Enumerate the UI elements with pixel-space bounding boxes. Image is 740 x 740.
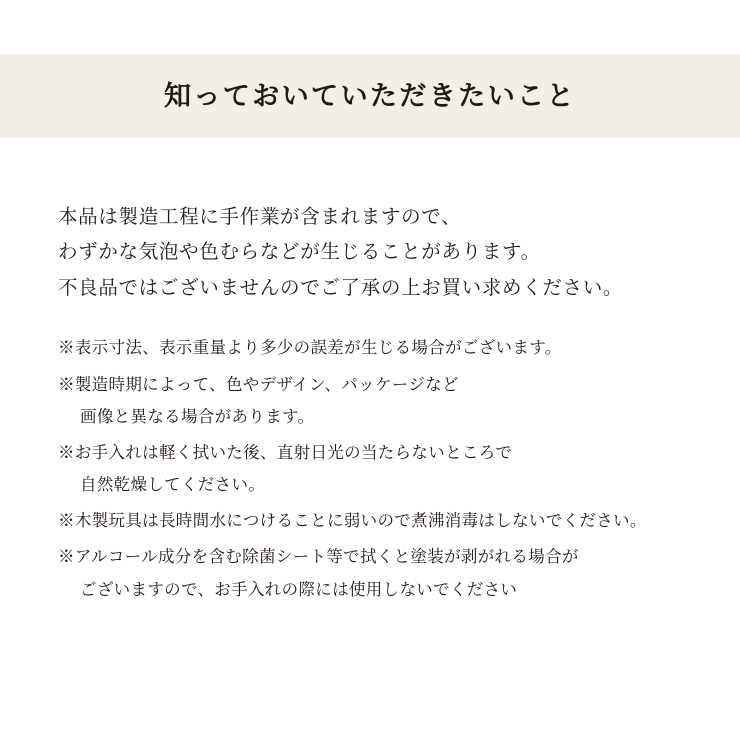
note-line: 自然乾燥してください。	[80, 476, 266, 495]
lead-line: わずかな気泡や色むらなどが生じることがあります。	[58, 241, 541, 264]
notes-list	[58, 332, 698, 605]
list-item	[58, 369, 698, 433]
lead-line: 本品は製造工程に手作業が含まれますので、	[58, 206, 462, 228]
lead-paragraph	[58, 200, 698, 306]
note-line: ございますので、お手入れの際には使用しないでください	[80, 580, 518, 599]
note-line: ※表示寸法、表示重量より多少の誤差が生じる場合がございます。	[58, 339, 562, 358]
note-line: ※木製玩具は長時間水につけることに弱いので煮沸消毒はしないでください。	[58, 512, 647, 531]
note-line: ※お手入れは軽く拭いた後、直射日光の当たらないところで	[58, 443, 513, 462]
note-line: ※製造時期によって、色やデザイン、パッケージなど	[58, 375, 459, 394]
list-item	[58, 541, 698, 605]
content-body	[58, 200, 698, 610]
list-item	[58, 437, 698, 501]
list-item	[58, 332, 698, 364]
note-line: 画像と異なる場合があります。	[80, 407, 315, 426]
lead-line: 不良品ではございませんのでご了承の上お買い求めください。	[58, 276, 624, 299]
header-band	[0, 54, 740, 138]
list-item	[58, 505, 698, 537]
page-title: 知っておいていただきたいこと	[163, 80, 577, 111]
note-line: ※アルコール成分を含む除菌シート等で拭くと塗装が剥がれる場合が	[58, 548, 579, 567]
